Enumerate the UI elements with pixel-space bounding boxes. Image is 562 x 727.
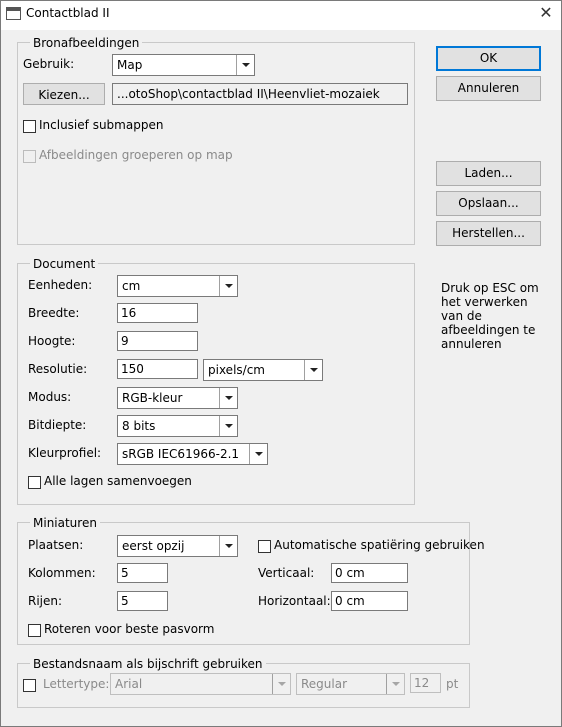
chevron-down-icon	[304, 360, 322, 380]
rotate-checkbox[interactable]	[28, 624, 41, 637]
profile-label: Kleurprofiel:	[28, 446, 102, 460]
save-button[interactable]: Opslaan...	[436, 191, 541, 216]
document-group	[17, 263, 415, 505]
width-label: Breedte:	[28, 306, 80, 320]
flatten-layers-checkbox[interactable]	[28, 476, 41, 489]
height-field[interactable]: 9	[117, 331, 198, 351]
font-select-value: Arial	[115, 677, 143, 691]
ok-button[interactable]: OK	[436, 46, 541, 71]
app-icon	[6, 7, 21, 20]
place-select[interactable]	[117, 535, 238, 557]
esc-note-line: van de	[441, 309, 482, 323]
resolution-unit-value: pixels/cm	[208, 363, 265, 377]
load-button[interactable]: Laden...	[436, 161, 541, 186]
mode-label: Modus:	[28, 390, 72, 404]
place-select-value: eerst opzij	[122, 539, 185, 553]
auto-spacing-label: Automatische spatiëring gebruiken	[274, 538, 485, 552]
height-label: Hoogte:	[28, 334, 76, 348]
chevron-down-icon	[249, 444, 267, 464]
use-select[interactable]	[112, 54, 255, 76]
esc-note-line: het verwerken	[441, 295, 528, 309]
units-label: Eenheden:	[28, 278, 93, 292]
source-images-title: Bronafbeeldingen	[30, 36, 142, 50]
chevron-down-icon	[219, 276, 237, 296]
bitdepth-select-value: 8 bits	[122, 419, 156, 433]
font-size-unit: pt	[446, 677, 459, 691]
chevron-down-icon	[219, 536, 237, 556]
rows-label: Rijen:	[28, 594, 63, 608]
use-label: Gebruik:	[23, 57, 75, 71]
font-label: Lettertype:	[43, 677, 110, 691]
window-title: Contactblad II	[26, 6, 110, 20]
caption-title: Bestandsnaam als bijschrift gebruiken	[30, 657, 266, 671]
include-subfolders-checkbox[interactable]	[23, 120, 36, 133]
columns-field[interactable]: 5	[117, 563, 168, 583]
style-select-value: Regular	[301, 677, 348, 691]
vertical-field[interactable]: 0 cm	[331, 563, 408, 583]
path-field: ...otoShop\contactblad II\Heenvliet-mozaiek	[112, 83, 408, 105]
columns-label: Kolommen:	[28, 566, 96, 580]
chevron-down-icon	[386, 674, 404, 694]
units-select-value: cm	[122, 279, 141, 293]
use-select-value: Map	[117, 58, 143, 72]
esc-note	[441, 281, 551, 351]
rows-field[interactable]: 5	[117, 591, 168, 611]
thumbnails-title: Miniaturen	[30, 516, 100, 530]
mode-select-value: RGB-kleur	[122, 391, 183, 405]
mode-select[interactable]	[117, 387, 238, 409]
caption-checkbox[interactable]	[23, 679, 36, 692]
esc-note-line: Druk op ESC om	[441, 281, 539, 295]
place-label: Plaatsen:	[28, 538, 84, 552]
reset-button[interactable]: Herstellen...	[436, 221, 541, 246]
close-icon[interactable]: ✕	[539, 3, 553, 22]
flatten-layers-label: Alle lagen samenvoegen	[44, 474, 192, 488]
horizontal-field[interactable]: 0 cm	[331, 591, 408, 611]
esc-note-line: afbeeldingen te	[441, 323, 536, 337]
cancel-button[interactable]: Annuleren	[436, 76, 541, 101]
vertical-label: Verticaal:	[258, 566, 315, 580]
chevron-down-icon	[219, 416, 237, 436]
chevron-down-icon	[236, 55, 254, 75]
group-by-folder-label: Afbeeldingen groeperen op map	[39, 148, 233, 162]
bitdepth-select[interactable]	[117, 415, 238, 437]
group-by-folder-checkbox[interactable]	[23, 150, 36, 163]
chevron-down-icon	[272, 674, 290, 694]
esc-note-line: annuleren	[441, 337, 502, 351]
resolution-field[interactable]: 150	[117, 359, 198, 379]
horizontal-label: Horizontaal:	[258, 594, 331, 608]
style-select[interactable]	[296, 673, 405, 695]
auto-spacing-checkbox[interactable]	[258, 540, 271, 553]
font-select[interactable]	[110, 673, 291, 695]
rotate-label: Roteren voor beste pasvorm	[44, 622, 215, 636]
resolution-unit-select[interactable]	[203, 359, 323, 381]
profile-select-value: sRGB IEC61966-2.1	[122, 447, 240, 461]
choose-button[interactable]: Kiezen...	[23, 83, 105, 105]
include-subfolders-label: Inclusief submappen	[39, 118, 164, 132]
resolution-label: Resolutie:	[28, 362, 88, 376]
bitdepth-label: Bitdiepte:	[28, 418, 87, 432]
font-size-field[interactable]: 12	[410, 673, 441, 693]
profile-select[interactable]	[117, 443, 268, 465]
document-title: Document	[30, 257, 98, 271]
width-field[interactable]: 16	[117, 303, 198, 323]
chevron-down-icon	[219, 388, 237, 408]
units-select[interactable]	[117, 275, 238, 297]
